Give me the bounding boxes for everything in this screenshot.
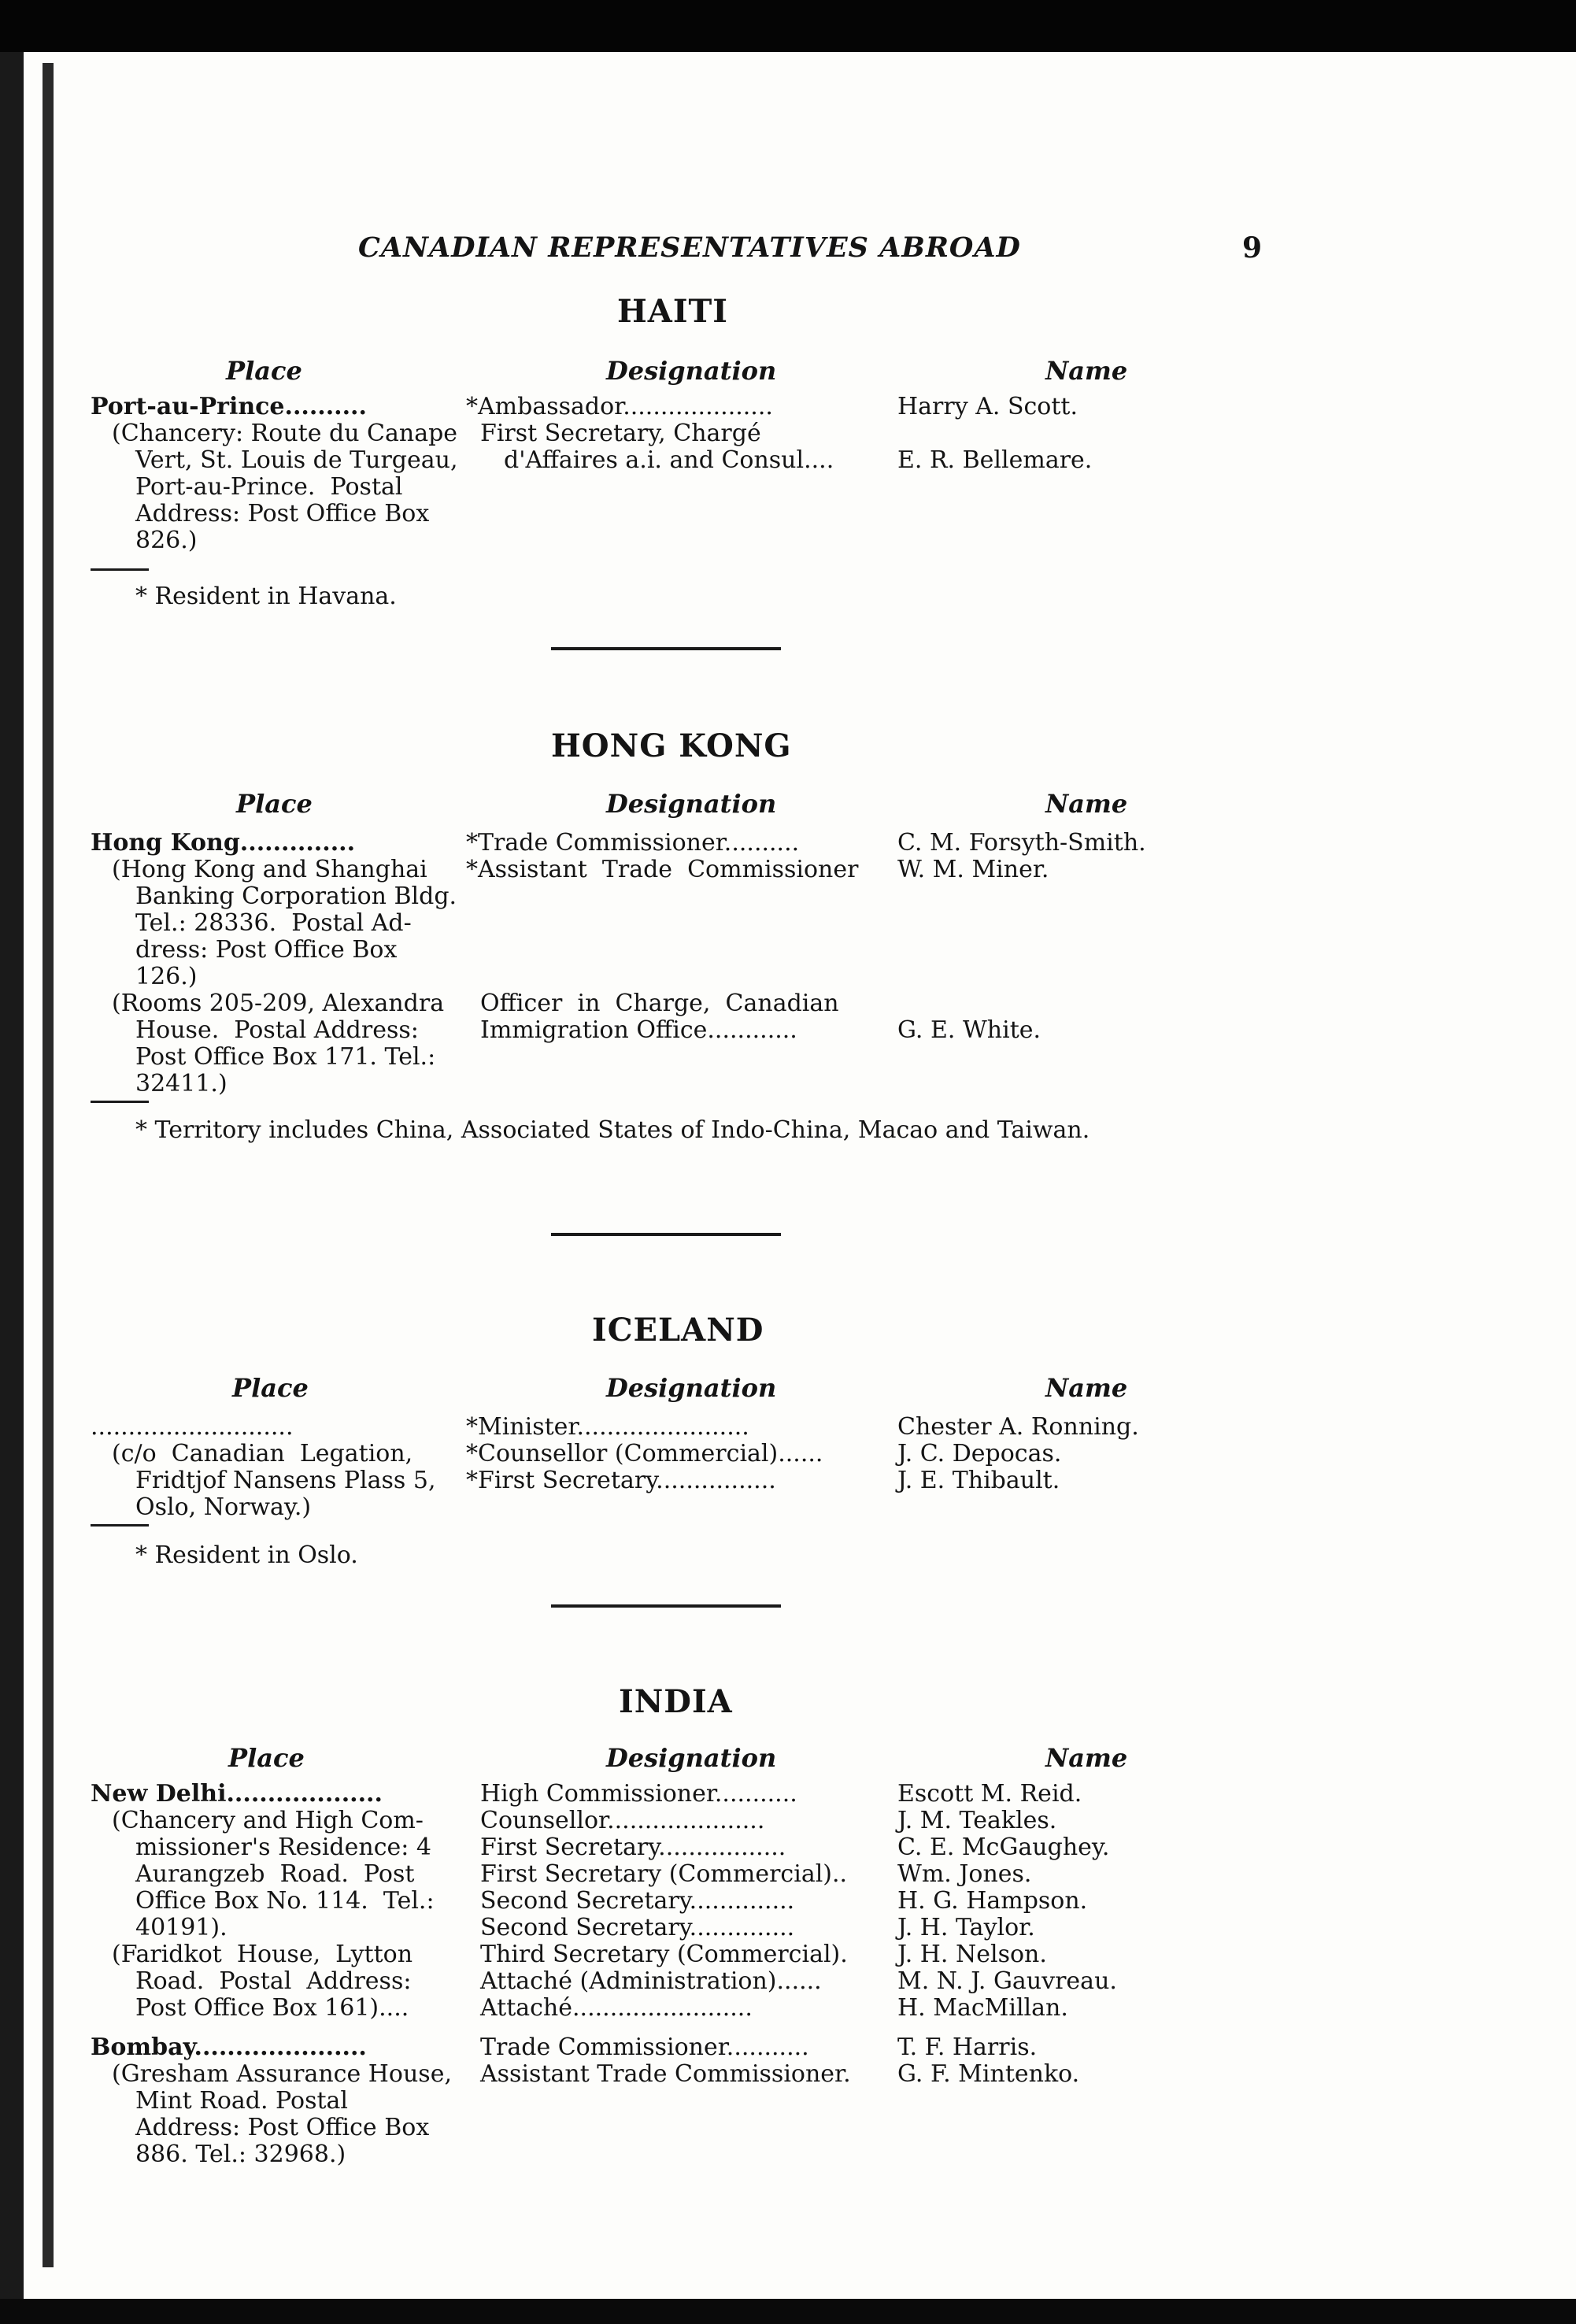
name-line: J. C. Depocas. <box>897 1440 1062 1467</box>
place-line: (Chancery and High Com- <box>112 1807 424 1834</box>
name-line: G. F. Mintenko. <box>897 2060 1080 2088</box>
designation-line: *First Secretary................ <box>466 1467 776 1494</box>
column-header-designation: Designation <box>606 789 777 819</box>
place-line: 886. Tel.: 32968.) <box>135 2141 346 2168</box>
designation-line: Officer in Charge, Canadian <box>480 990 839 1017</box>
designation-line: *Minister....................... <box>466 1413 749 1441</box>
place-line: (Faridkot House, Lytton <box>112 1941 413 1968</box>
place-line: Address: Post Office Box <box>135 2114 430 2141</box>
place-line: Post Office Box 171. Tel.: <box>135 1043 436 1071</box>
designation-line: Trade Commissioner........... <box>480 2034 809 2061</box>
name-line: M. N. J. Gauvreau. <box>897 1967 1117 1995</box>
country-heading-india: INDIA <box>619 1683 733 1720</box>
place-line: New Delhi................... <box>91 1780 383 1808</box>
section-divider <box>551 1604 781 1608</box>
name-line: C. M. Forsyth-Smith. <box>897 829 1146 857</box>
footnote: * Resident in Havana. <box>135 583 397 610</box>
place-line: missioner's Residence: 4 <box>135 1834 431 1861</box>
place-line: (c/o Canadian Legation, <box>112 1440 413 1467</box>
place-line: Fridtjof Nansens Plass 5, <box>135 1467 436 1494</box>
designation-line: Counsellor..................... <box>480 1807 765 1834</box>
designation-line: Second Secretary.............. <box>480 1914 795 1941</box>
designation-line: *Counsellor (Commercial)...... <box>466 1440 823 1467</box>
column-header-place: Place <box>232 1373 309 1403</box>
place-line: Hong Kong.............. <box>91 829 356 857</box>
country-heading-iceland: ICELAND <box>592 1312 764 1349</box>
page-number: 9 <box>1242 231 1263 265</box>
place-line: Address: Post Office Box <box>135 500 430 527</box>
scan-top-border <box>0 0 1576 52</box>
binding-rule <box>43 63 54 2267</box>
running-head: CANADIAN REPRESENTATIVES ABROAD <box>358 231 1021 264</box>
name-line: T. F. Harris. <box>897 2034 1038 2061</box>
column-header-designation: Designation <box>606 356 777 386</box>
column-header-name: Name <box>1045 1373 1128 1403</box>
place-line: 826.) <box>135 527 198 554</box>
name-line: W. M. Miner. <box>897 856 1049 883</box>
place-line: Banking Corporation Bldg. <box>135 883 457 910</box>
place-line: Post Office Box 161).... <box>135 1994 409 2022</box>
place-line: (Hong Kong and Shanghai <box>112 856 427 883</box>
designation-line: *Trade Commissioner.......... <box>466 829 800 857</box>
place-line: Port-au-Prince.......... <box>91 393 367 420</box>
column-header-designation: Designation <box>606 1373 777 1403</box>
place-line: Office Box No. 114. Tel.: <box>135 1887 435 1915</box>
place-line: Aurangzeb Road. Post <box>135 1860 415 1888</box>
designation-line: High Commissioner........... <box>480 1780 797 1808</box>
designation-line: Attaché........................ <box>480 1994 753 2022</box>
scan-bottom-border <box>0 2299 1576 2324</box>
place-line: Oslo, Norway.) <box>135 1493 312 1521</box>
column-header-place: Place <box>236 789 313 819</box>
section-divider <box>551 647 781 650</box>
designation-line: *Assistant Trade Commissioner <box>466 856 859 883</box>
place-line: Road. Postal Address: <box>135 1967 412 1995</box>
place-line: ........................... <box>91 1413 294 1441</box>
footnote: * Resident in Oslo. <box>135 1541 358 1569</box>
column-header-designation: Designation <box>606 1743 777 1773</box>
designation-line: First Secretary (Commercial).. <box>480 1860 848 1888</box>
name-line: J. E. Thibault. <box>897 1467 1060 1494</box>
column-header-name: Name <box>1045 356 1128 386</box>
place-line: Bombay..................... <box>91 2034 367 2061</box>
place-line: (Gresham Assurance House, <box>112 2060 452 2088</box>
designation-line: Third Secretary (Commercial). <box>480 1941 848 1968</box>
designation-line: First Secretary................. <box>480 1834 786 1861</box>
name-line: G. E. White. <box>897 1016 1041 1044</box>
designation-line: Assistant Trade Commissioner. <box>480 2060 851 2088</box>
column-header-place: Place <box>228 1743 305 1773</box>
column-header-place: Place <box>226 356 302 386</box>
place-line: (Chancery: Route du Canape <box>112 420 458 447</box>
name-line: H. G. Hampson. <box>897 1887 1088 1915</box>
section-divider <box>551 1233 781 1236</box>
designation-line: Second Secretary.............. <box>480 1887 795 1915</box>
designation-line: Attaché (Administration)...... <box>480 1967 822 1995</box>
place-line: dress: Post Office Box <box>135 936 398 964</box>
name-line: Wm. Jones. <box>897 1860 1032 1888</box>
place-line: Mint Road. Postal <box>135 2087 348 2115</box>
name-line: H. MacMillan. <box>897 1994 1068 2022</box>
place-line: Tel.: 28336. Postal Ad- <box>135 909 412 937</box>
footnote-rule <box>91 568 149 571</box>
footnote-rule <box>91 1524 149 1527</box>
place-line: 32411.) <box>135 1070 228 1097</box>
country-heading-hong-kong: HONG KONG <box>551 727 792 764</box>
name-line: Harry A. Scott. <box>897 393 1078 420</box>
place-line: House. Postal Address: <box>135 1016 419 1044</box>
place-line: (Rooms 205-209, Alexandra <box>112 990 445 1017</box>
column-header-name: Name <box>1045 789 1128 819</box>
designation-line: *Ambassador.................... <box>466 393 773 420</box>
name-line: Chester A. Ronning. <box>897 1413 1139 1441</box>
country-heading-haiti: HAITI <box>617 293 729 330</box>
name-line: J. M. Teakles. <box>897 1807 1057 1834</box>
place-line: Port-au-Prince. Postal <box>135 473 403 501</box>
name-line: J. H. Nelson. <box>897 1941 1047 1968</box>
name-line: Escott M. Reid. <box>897 1780 1082 1808</box>
footnote-rule <box>91 1101 149 1103</box>
name-line: E. R. Bellemare. <box>897 446 1093 474</box>
footnote: * Territory includes China, Associated States of Indo-China, Macao and Taiwan. <box>135 1116 1090 1144</box>
scan-left-edge <box>0 52 24 2324</box>
place-line: Vert, St. Louis de Turgeau, <box>135 446 458 474</box>
place-line: 40191). <box>135 1914 228 1941</box>
place-line: 126.) <box>135 963 198 990</box>
column-header-name: Name <box>1045 1743 1128 1773</box>
designation-line: Immigration Office............ <box>480 1016 797 1044</box>
designation-line: d'Affaires a.i. and Consul.... <box>504 446 834 474</box>
name-line: J. H. Taylor. <box>897 1914 1035 1941</box>
name-line: C. E. McGaughey. <box>897 1834 1110 1861</box>
designation-line: First Secretary, Chargé <box>480 420 761 447</box>
